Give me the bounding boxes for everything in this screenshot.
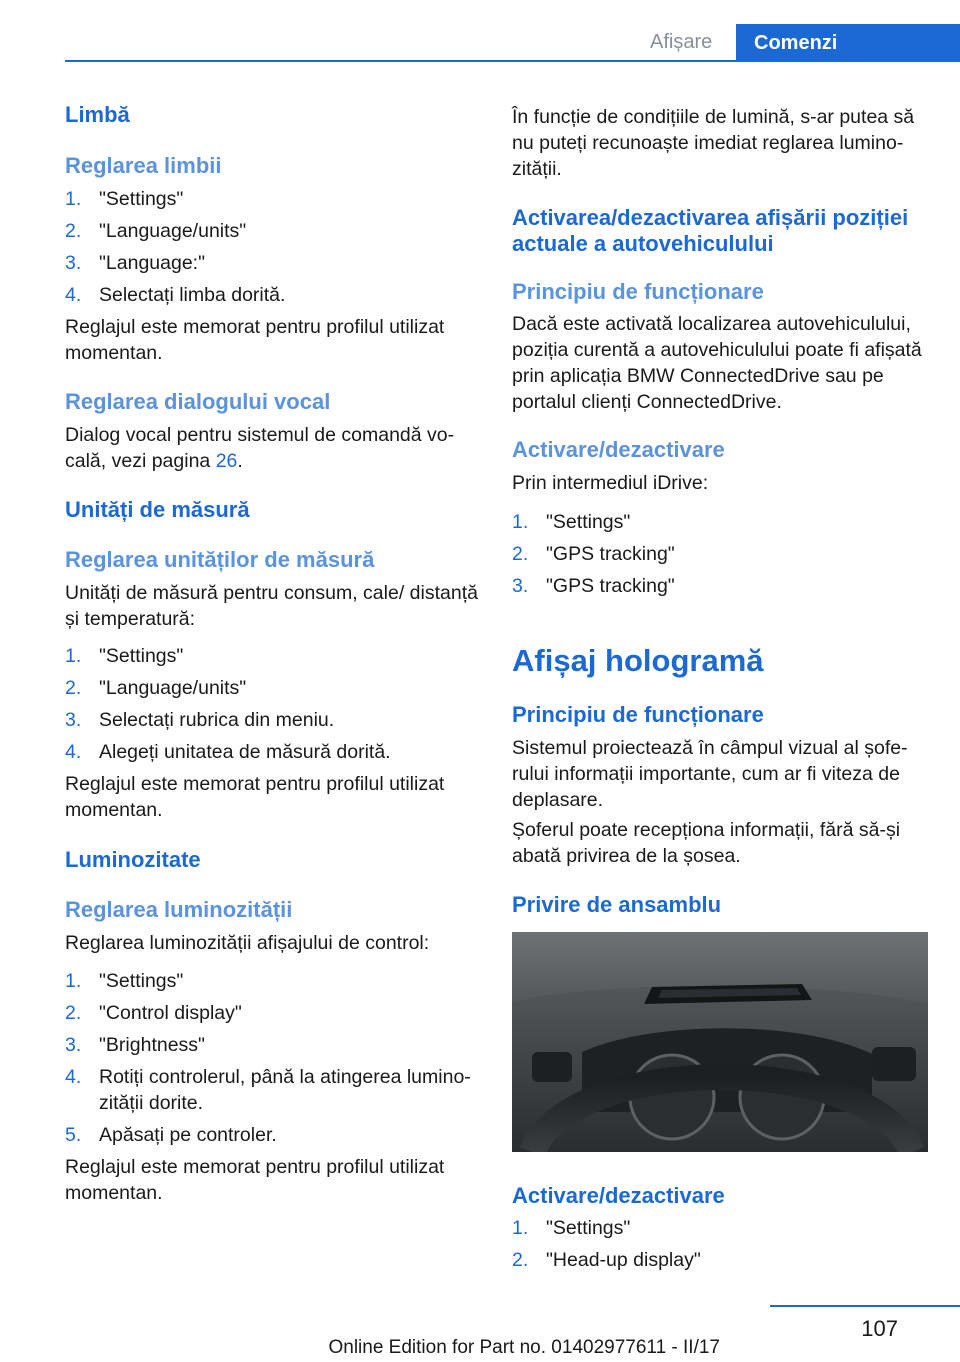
heading-reglarea-luminozitatii: Reglarea luminozității bbox=[65, 897, 293, 922]
heading-luminozitate: Luminozitate bbox=[65, 847, 201, 872]
heading-afisaj-holograma: Afișaj hologramă bbox=[512, 643, 764, 678]
paragraph-unitati: Unități de măsură pentru consum, cale/ distanță și temperatură: bbox=[65, 582, 478, 630]
heading-dialog-vocal: Reglarea dialogului vocal bbox=[65, 389, 331, 414]
list-item: 4. Rotiți controlerul, până la atingerea luminozității dorite. bbox=[65, 1066, 471, 1114]
heading-activarea-pozitiei: Activarea/dezactivarea afișării poziției actuale a autovehiculului bbox=[512, 205, 909, 256]
edition-note: Online Edition for Part no. 01402977611 - II/17 bbox=[328, 1337, 720, 1358]
heading-reglarea-unitatilor: Reglarea unităților de măsură bbox=[65, 547, 375, 572]
heading-principiu-functionare: Principiu de funcționare bbox=[512, 702, 764, 727]
heading-activare: Activare/dezactivare bbox=[512, 437, 725, 462]
paragraph-localizare: Dacă este activată localizarea autovehiculului, poziția curentă a autovehiculului poate fi afișată prin aplicația BMW ConnectedDrive sau pe portalul clienți ConnectedDrive. bbox=[512, 313, 922, 413]
tab-comenzi[interactable]: Comenzi bbox=[736, 24, 960, 62]
heading-unitati: Unități de măsură bbox=[65, 497, 250, 522]
heading-principiu-functionare: Principiu de funcționare bbox=[512, 279, 764, 304]
footer-rule-gap bbox=[0, 1305, 770, 1307]
paragraph-dialog: Dialog vocal pentru sistemul de comandă vocală, vezi pagina 26. bbox=[65, 424, 455, 472]
head-up-display-photo bbox=[512, 932, 928, 1152]
paragraph-memorat: Reglajul este memorat pentru profilul utilizat momentan. bbox=[65, 1156, 445, 1204]
page-number: 107 bbox=[861, 1316, 898, 1341]
page-link[interactable]: 26 bbox=[215, 450, 238, 472]
paragraph-memorat: Reglajul este memorat pentru profilul utilizat momentan. bbox=[65, 773, 445, 821]
tab-afisare[interactable]: Afișare bbox=[650, 31, 713, 53]
dashboard-illustration bbox=[512, 932, 928, 1152]
paragraph-memorat: Reglajul este memorat pentru profilul utilizat momentan. bbox=[65, 316, 445, 364]
paragraph-idrive: Prin intermediul iDrive: bbox=[512, 472, 709, 494]
paragraph-sistemul: Sistemul proiectează în câmpul vizual al șoferului informații importante, cum ar fi viteza de deplasare. bbox=[512, 737, 908, 811]
paragraph-functie: În funcție de condițiile de lumină, s-ar putea să nu puteți recunoaște imediat reglarea luminozității. bbox=[512, 106, 915, 180]
heading-privire-ansamblu: Privire de ansamblu bbox=[512, 892, 722, 917]
paragraph-luminozitate: Reglarea luminozității afișajului de control: bbox=[65, 932, 430, 954]
heading-reglarea-limbii: Reglarea limbii bbox=[65, 153, 222, 178]
paragraph-soferul: Șoferul poate recepționa informații, fără să-și abată privirea de la șosea. bbox=[512, 819, 901, 867]
heading-limba: Limbă bbox=[65, 102, 130, 127]
heading-activare: Activare/dezactivare bbox=[512, 1183, 725, 1208]
